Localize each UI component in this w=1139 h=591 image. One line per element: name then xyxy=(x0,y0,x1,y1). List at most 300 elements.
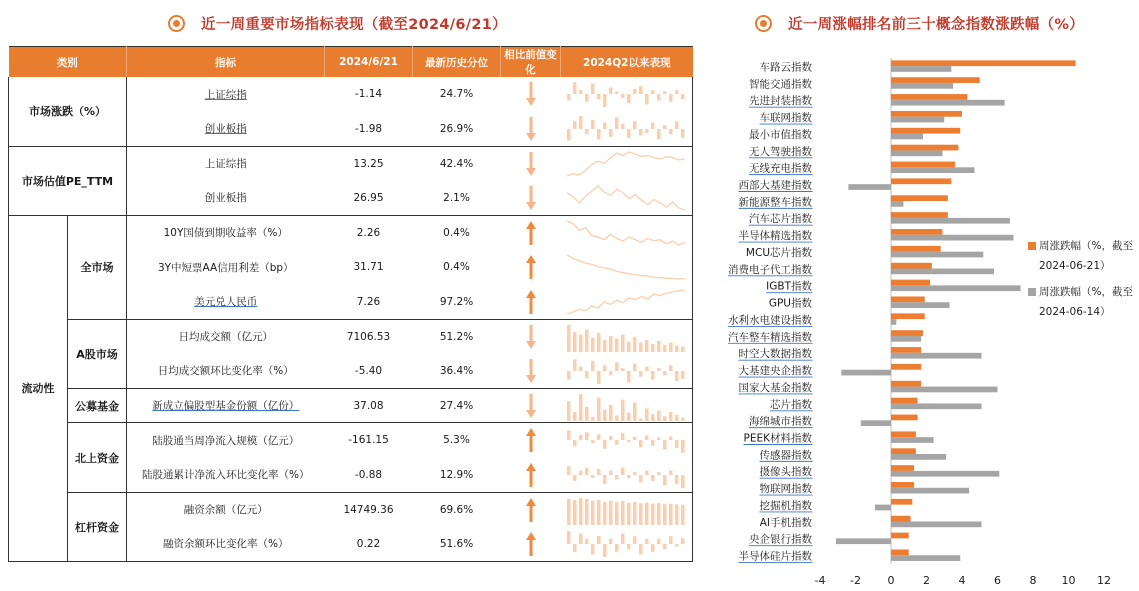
x-tick-label: 12 xyxy=(1097,574,1111,587)
category-label: 汽车芯片指数 xyxy=(749,213,812,226)
change-cell xyxy=(501,319,561,354)
bar-series-2 xyxy=(891,454,946,460)
sparkline-path xyxy=(567,186,685,210)
bar-series-1 xyxy=(891,415,918,421)
table-row xyxy=(9,423,693,458)
bullet-circle-icon xyxy=(168,15,185,32)
percentile-cell xyxy=(413,458,501,493)
sparkline-bar xyxy=(681,129,685,138)
sparkline-bar xyxy=(573,121,577,129)
sparkline-bar xyxy=(603,475,607,484)
sparkline-bar xyxy=(597,129,601,139)
sparkline-bar xyxy=(567,498,571,524)
sparkline-bar xyxy=(621,467,625,474)
arrow-down-icon xyxy=(525,393,537,419)
sparkline-bar xyxy=(657,438,661,440)
sparkline-bar xyxy=(675,504,679,524)
percentile-cell-text: 5.3% xyxy=(443,434,470,447)
arrow-down-icon xyxy=(525,81,537,107)
bar-series-1 xyxy=(891,448,916,454)
sparkline-bar xyxy=(615,415,619,420)
sparkline-bar xyxy=(579,394,583,421)
sparkline-bar xyxy=(633,121,637,129)
sparkline-bar xyxy=(597,333,601,352)
sparkline-line xyxy=(566,183,686,213)
value-cell-text: 14749.36 xyxy=(343,503,394,516)
percentile-cell xyxy=(413,112,501,147)
sparkline-cell xyxy=(561,285,693,320)
sparkline-bar xyxy=(579,116,583,129)
category-label: 汽车整车精选指数 xyxy=(728,331,812,344)
percentile-cell xyxy=(413,423,501,458)
sparkline-bar xyxy=(663,125,667,129)
indicator-cell-text: 创业板指 xyxy=(204,192,247,205)
sparkline-bar xyxy=(621,501,625,525)
value-cell xyxy=(325,492,413,527)
indicator-cell xyxy=(127,458,325,493)
bar-series-1 xyxy=(891,465,914,471)
sparkline-bar xyxy=(645,340,649,352)
percentile-cell xyxy=(413,388,501,423)
sparkline-bar xyxy=(585,433,589,441)
value-cell xyxy=(325,527,413,562)
x-tick-label: 4 xyxy=(958,574,966,587)
category-label: PEEK材料指数 xyxy=(743,432,812,445)
change-cell xyxy=(501,527,561,562)
table-row xyxy=(9,319,693,354)
bar-series-1 xyxy=(891,296,925,302)
sparkline-bar xyxy=(651,440,655,446)
category-cell: 市场涨跌（%） xyxy=(9,77,127,146)
bar-series-2 xyxy=(891,285,1021,291)
sparkline-bar xyxy=(645,129,649,133)
bar-series-2 xyxy=(891,66,951,72)
value-cell xyxy=(325,181,413,216)
sparkline-bar xyxy=(573,412,577,421)
bar-series-1 xyxy=(891,499,912,505)
bar-series-2 xyxy=(891,83,953,89)
bar-series-1 xyxy=(891,111,962,117)
sparkline-bar xyxy=(573,83,577,95)
sparkline-bar xyxy=(675,475,679,484)
indicator-cell xyxy=(127,215,325,250)
x-tick-label: 2 xyxy=(923,574,930,587)
subcategory-cell: 北上资金 xyxy=(68,423,127,492)
sparkline-bar xyxy=(639,544,643,554)
sparkline-bar xyxy=(609,404,613,420)
indicator-cell-text: 上证综指 xyxy=(204,88,247,101)
sparkline-bar xyxy=(645,366,649,370)
sparkline-bar xyxy=(591,544,595,554)
bar-series-2 xyxy=(891,167,974,173)
subcategory-cell: A股市场 xyxy=(68,319,127,388)
bar-series-1 xyxy=(891,263,932,269)
sparkline-bar xyxy=(621,434,625,441)
sparkline-bar xyxy=(663,92,667,95)
sparkline-bar xyxy=(579,470,583,474)
sparkline-cell xyxy=(561,527,693,562)
bar-series-2 xyxy=(891,150,942,156)
percentile-cell xyxy=(413,146,501,181)
sparkline-bar xyxy=(627,94,631,103)
sparkline-bar xyxy=(567,325,571,352)
category-label: 传感器指数 xyxy=(759,449,812,462)
sparkline-bar xyxy=(585,329,589,351)
indicator-cell xyxy=(127,423,325,458)
bar-series-2 xyxy=(891,319,896,325)
sparkline-bars xyxy=(566,79,686,109)
indicator-cell-text: 美元兑人民币 xyxy=(194,296,258,309)
sparkline-bars xyxy=(566,495,686,525)
sparkline-bar xyxy=(591,475,595,478)
sparkline-path xyxy=(567,255,685,279)
sparkline-bar xyxy=(639,475,643,482)
sparkline-bar xyxy=(657,94,661,101)
bar-series-1 xyxy=(891,381,921,387)
arrow-up-icon xyxy=(525,220,537,246)
header-date: 2024/6/21 xyxy=(325,47,413,78)
sparkline-bar xyxy=(567,94,571,101)
sparkline-line xyxy=(566,218,686,248)
value-cell xyxy=(325,77,413,112)
sparkline-bar xyxy=(627,371,631,383)
sparkline-bar xyxy=(651,414,655,421)
sparkline-bar xyxy=(603,409,607,420)
category-label: 时空大数据指数 xyxy=(738,348,812,361)
sparkline-bar xyxy=(633,536,637,544)
bullet-circle-icon xyxy=(755,15,772,32)
sparkline-bar xyxy=(567,431,571,441)
sparkline-bar xyxy=(567,401,571,421)
category-label: 央企银行指数 xyxy=(749,533,812,546)
percentile-cell-text: 51.2% xyxy=(439,330,474,343)
bar-series-1 xyxy=(891,330,923,336)
bar-series-1 xyxy=(891,313,925,319)
sparkline-bar xyxy=(573,359,577,371)
category-label: 新能源整车指数 xyxy=(738,196,812,209)
sparkline-bar xyxy=(621,334,625,351)
value-cell-text: 0.22 xyxy=(356,537,381,550)
right-title-text: 近一周涨幅排名前三十概念指数涨跌幅（%） xyxy=(788,17,1085,33)
sparkline-bar xyxy=(657,472,661,475)
bar-series-1 xyxy=(891,178,951,184)
sparkline-bar xyxy=(591,337,595,351)
sparkline-bar xyxy=(651,475,655,481)
arrow-down-icon xyxy=(525,151,537,177)
sparkline-bar xyxy=(591,84,595,94)
sparkline-bar xyxy=(579,366,583,370)
sparkline-bar xyxy=(633,402,637,420)
sparkline-bar xyxy=(615,502,619,525)
sparkline-bar xyxy=(645,94,649,104)
sparkline-bar xyxy=(585,371,589,378)
sparkline-bar xyxy=(651,122,655,129)
value-cell-text: 2.26 xyxy=(356,226,381,239)
x-tick-label: 10 xyxy=(1061,574,1076,587)
sparkline-bar xyxy=(651,371,655,380)
sparkline-bar xyxy=(597,94,601,99)
sparkline-bars xyxy=(566,529,686,559)
sparkline-bar xyxy=(609,436,613,440)
sparkline-bar xyxy=(681,417,685,420)
value-cell-text: 37.08 xyxy=(353,399,384,412)
sparkline-bar xyxy=(591,500,595,524)
x-tick-label: 6 xyxy=(994,574,1001,587)
header-percentile: 最新历史分位 xyxy=(413,47,501,78)
bar-series-1 xyxy=(891,162,955,168)
value-cell xyxy=(325,146,413,181)
sparkline-bar xyxy=(669,437,673,441)
sparkline-bar xyxy=(573,544,577,552)
sparkline-bars xyxy=(566,322,686,352)
sparkline-bar xyxy=(627,475,631,478)
category-label: 西部大基建指数 xyxy=(738,179,812,192)
indicator-cell-text: 新成立偏股型基金份额（亿份） xyxy=(152,400,300,413)
value-cell-text: 7106.53 xyxy=(346,330,391,343)
bar-series-2 xyxy=(841,370,891,376)
sparkline-bar xyxy=(657,410,661,420)
sparkline-bar xyxy=(681,475,685,488)
category-cell: 流动性 xyxy=(9,215,68,561)
indicator-cell xyxy=(127,285,325,320)
value-cell xyxy=(325,215,413,250)
indicator-cell xyxy=(127,492,325,527)
bar-series-1 xyxy=(891,431,916,437)
sparkline-bar xyxy=(579,498,583,525)
value-cell xyxy=(325,250,413,285)
sparkline-bars xyxy=(566,114,686,144)
header-indicator: 指标 xyxy=(127,47,325,78)
arrow-down-icon xyxy=(525,324,537,350)
sparkline-bar xyxy=(645,502,649,524)
sparkline-path xyxy=(567,290,685,314)
legend-swatch-gray xyxy=(1028,288,1036,296)
change-cell xyxy=(501,250,561,285)
sparkline-bar xyxy=(663,504,667,525)
left-panel-title xyxy=(168,13,507,34)
sparkline-bar xyxy=(597,536,601,544)
bar-series-1 xyxy=(891,280,930,286)
percentile-cell xyxy=(413,527,501,562)
sparkline-cell xyxy=(561,388,693,423)
bar-series-2 xyxy=(891,201,903,207)
change-cell xyxy=(501,285,561,320)
sparkline-bar xyxy=(621,123,625,128)
sparkline-bar xyxy=(579,90,583,94)
value-cell-text: -161.15 xyxy=(348,434,389,447)
bar-series-2 xyxy=(848,184,891,190)
legend-swatch-orange xyxy=(1028,242,1036,250)
sparkline-bar xyxy=(681,371,685,379)
bar-series-1 xyxy=(891,246,941,252)
sparkline-bar xyxy=(573,332,577,352)
category-label: 无线充电指数 xyxy=(749,162,812,175)
change-cell xyxy=(501,423,561,458)
sparkline-bar xyxy=(579,436,583,441)
sparkline-bar xyxy=(591,361,595,371)
sparkline-bar xyxy=(639,86,643,94)
bar-series-2 xyxy=(861,420,891,426)
sparkline-bar xyxy=(603,544,607,557)
market-indicator-table xyxy=(8,46,693,562)
sparkline-bar xyxy=(609,336,613,352)
value-cell-text: -1.14 xyxy=(354,88,383,101)
table-row xyxy=(9,388,693,423)
sparkline-bar xyxy=(615,362,619,371)
bar-series-2 xyxy=(891,252,983,258)
sparkline-bar xyxy=(621,533,625,543)
indicator-cell-text: 上证综指 xyxy=(204,158,247,171)
category-label: IGBT指数 xyxy=(766,280,812,293)
sparkline-bar xyxy=(585,129,589,134)
sparkline-path xyxy=(567,152,685,176)
change-cell xyxy=(501,77,561,112)
percentile-cell-text: 12.9% xyxy=(439,468,474,481)
category-label: 挖掘机指数 xyxy=(759,499,812,512)
sparkline-bar xyxy=(573,440,577,446)
header-change: 相比前值变化 xyxy=(501,47,561,78)
sparkline-bar xyxy=(603,440,607,449)
sparkline-cell xyxy=(561,215,693,250)
sparkline-bar xyxy=(621,368,625,371)
bar-series-2 xyxy=(891,100,1005,106)
sparkline-bar xyxy=(651,344,655,352)
percentile-cell-text: 24.7% xyxy=(439,88,474,101)
percentile-cell-text: 42.4% xyxy=(439,157,474,170)
bar-series-2 xyxy=(891,555,960,561)
category-label: 车路云指数 xyxy=(759,61,812,74)
indicator-cell xyxy=(127,319,325,354)
percentile-cell-text: 36.4% xyxy=(439,364,474,377)
sparkline-line xyxy=(566,287,686,317)
value-cell xyxy=(325,388,413,423)
sparkline-bar xyxy=(657,503,661,525)
sparkline-bar xyxy=(627,440,631,442)
bar-series-2 xyxy=(891,134,923,140)
percentile-cell-text: 0.4% xyxy=(443,226,470,239)
sparkline-bar xyxy=(585,539,589,544)
sparkline-bar xyxy=(651,90,655,94)
legend-label-series-2: 周涨跌幅（%，截至2024-06-14） xyxy=(1039,286,1133,318)
value-cell-text: -1.98 xyxy=(354,122,383,135)
arrow-up-icon xyxy=(525,462,537,488)
percentile-cell-text: 97.2% xyxy=(439,295,474,308)
category-label: 消费电子代工指数 xyxy=(728,263,812,276)
value-cell xyxy=(325,354,413,389)
bar-series-2 xyxy=(836,538,891,544)
sparkline-bar xyxy=(567,371,571,380)
indicator-cell-text: 日均成交额环比变化率（%） xyxy=(157,365,294,378)
sparkline-cell xyxy=(561,77,693,112)
change-cell xyxy=(501,215,561,250)
x-tick-label: 8 xyxy=(1029,574,1037,587)
category-label: AI手机指数 xyxy=(759,516,812,529)
category-label: 摄像头指数 xyxy=(759,466,812,479)
indicator-cell-text: 10Y国债到期收益率（%） xyxy=(163,227,288,240)
sparkline-bar xyxy=(633,364,637,371)
bar-series-1 xyxy=(891,533,909,539)
bar-series-2 xyxy=(891,268,994,274)
sparkline-bar xyxy=(669,536,673,544)
percentile-cell-text: 26.9% xyxy=(439,122,474,135)
value-cell xyxy=(325,319,413,354)
bar-series-1 xyxy=(891,229,942,235)
bar-series-1 xyxy=(891,398,918,404)
change-cell xyxy=(501,354,561,389)
bar-series-1 xyxy=(891,212,948,218)
sparkline-cell xyxy=(561,458,693,493)
category-label: 车联网指数 xyxy=(759,112,812,125)
bar-series-1 xyxy=(891,128,960,134)
bar-series-2 xyxy=(891,387,998,393)
sparkline-bar xyxy=(573,475,577,481)
sparkline-bar xyxy=(681,94,685,99)
percentile-cell-text: 69.6% xyxy=(439,503,474,516)
sparkline-bar xyxy=(651,503,655,524)
sparkline-bar xyxy=(663,544,667,549)
sparkline-bar xyxy=(609,470,613,474)
x-tick-label: -4 xyxy=(814,574,826,587)
sparkline-bar xyxy=(681,440,685,453)
indicator-cell-text: 创业板指 xyxy=(204,123,247,136)
sparkline-bar xyxy=(663,371,667,375)
sparkline-bar xyxy=(675,440,679,448)
category-label: 先进封装指数 xyxy=(749,95,812,108)
value-cell-text: -0.88 xyxy=(354,468,383,481)
bar-series-1 xyxy=(891,145,958,151)
change-cell xyxy=(501,181,561,216)
bar-series-2 xyxy=(875,505,891,511)
indicator-cell-text: 融资余额（亿元） xyxy=(183,504,268,517)
sparkline-cell xyxy=(561,423,693,458)
subcategory-cell: 全市场 xyxy=(68,215,127,319)
sparkline-bar xyxy=(669,129,673,134)
sparkline-bar xyxy=(627,412,631,420)
percentile-cell-text: 0.4% xyxy=(443,261,470,274)
sparkline-bar xyxy=(639,342,643,352)
sparkline-cell xyxy=(561,146,693,181)
category-label: 国家大基金指数 xyxy=(738,381,812,394)
percentile-cell xyxy=(413,250,501,285)
percentile-cell xyxy=(413,492,501,527)
sparkline-bar xyxy=(669,342,673,352)
indicator-cell xyxy=(127,77,325,112)
sparkline-bar xyxy=(603,340,607,352)
sparkline-bar xyxy=(591,440,595,443)
category-label: 大基建央企指数 xyxy=(738,365,812,378)
category-label: 半导体精选指数 xyxy=(738,230,812,243)
sparkline-bar xyxy=(663,345,667,352)
legend-label-series-1: 周涨跌幅（%，截至2024-06-21） xyxy=(1039,240,1133,272)
value-cell-text: 26.95 xyxy=(353,191,384,204)
indicator-cell-text: 陆股通累计净流入环比变化率（%） xyxy=(142,469,310,482)
bar-series-2 xyxy=(891,336,921,342)
sparkline-bar xyxy=(639,129,643,136)
sparkline-bar xyxy=(681,346,685,352)
sparkline-bar xyxy=(633,89,637,94)
subcategory-cell: 公募基金 xyxy=(68,388,127,423)
category-label: 无人驾驶指数 xyxy=(749,145,812,158)
indicator-cell-text: 融资余额环比变化率（%） xyxy=(163,538,289,551)
bar-series-2 xyxy=(891,437,934,443)
sparkline-bar xyxy=(615,475,619,479)
bar-series-1 xyxy=(891,549,909,555)
sparkline-bar xyxy=(675,414,679,420)
sparkline-bar xyxy=(633,337,637,352)
sparkline-bar xyxy=(579,334,583,351)
sparkline-bars xyxy=(566,460,686,490)
sparkline-bar xyxy=(627,544,631,549)
